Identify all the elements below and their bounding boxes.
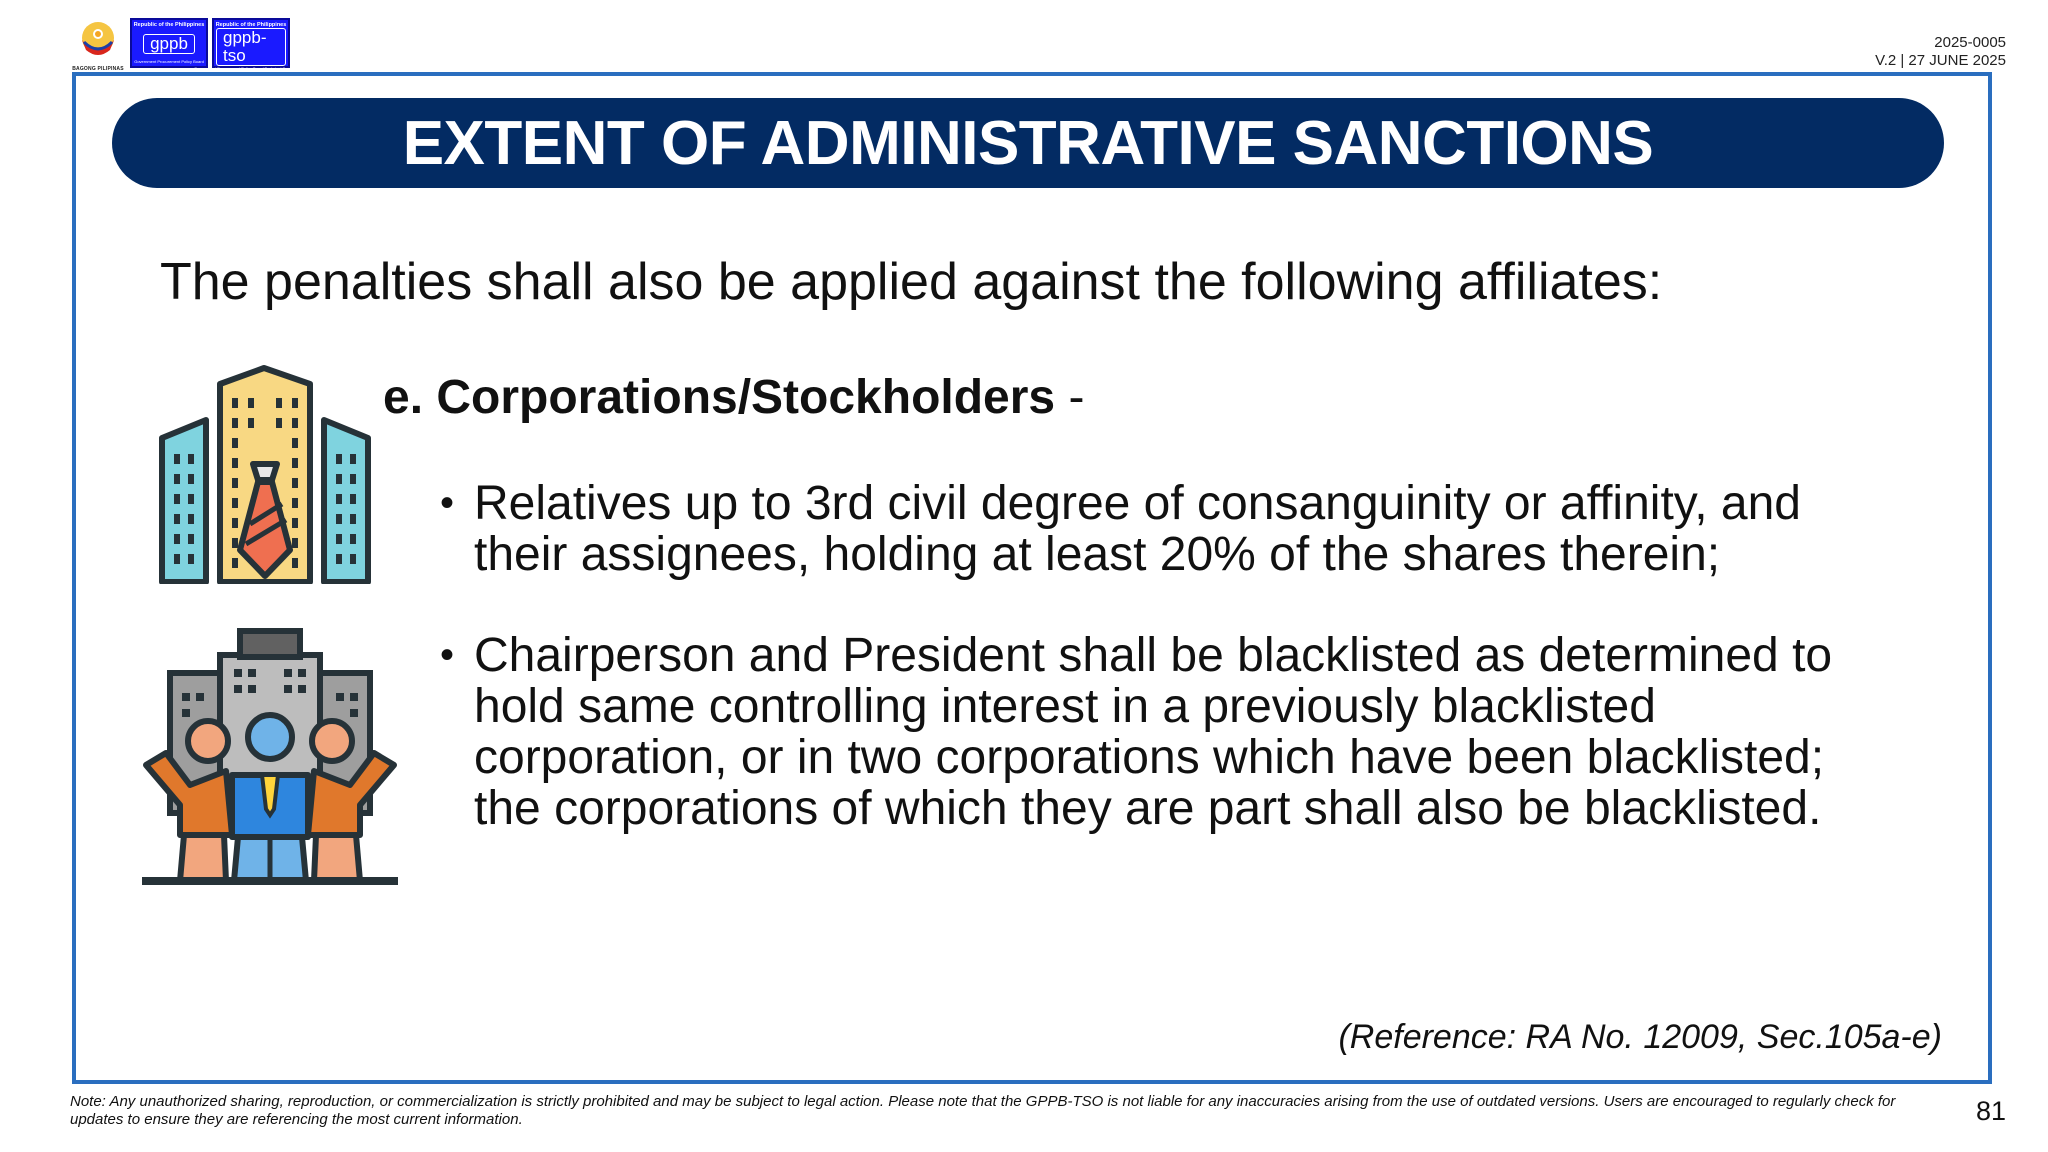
corporate-buildings-tie-icon — [158, 364, 372, 584]
seal-text: BAGONG PILIPINAS — [72, 66, 124, 72]
corporate-team-icon — [140, 625, 400, 889]
gppb-tso-logo-top: Republic of the Philippines — [215, 22, 287, 28]
footer-note: Note: Any unauthorized sharing, reproduction, or commercialization is strictly prohibited and may be subject to legal action. Please note that the GPPB-TSO is not liable for any inaccuracies arising from the use of outdated versions. Users are encouraged to regularly check for updates to ensure they are referencing the most current information. — [70, 1093, 1896, 1128]
gppb-logo — [130, 18, 208, 68]
intro-text: The penalties shall also be applied against the following affiliates: — [160, 253, 1663, 311]
header-logos — [70, 16, 308, 72]
reference-text: (Reference: RA No. 12009, Sec.105a-e) — [1338, 1018, 1942, 1056]
gppb-logo-top: Republic of the Philippines — [133, 22, 205, 28]
gppb-tso-logo-mark: gppb-tso — [216, 28, 286, 66]
version-date: V.2 | 27 JUNE 2025 — [1875, 52, 2006, 69]
gppb-tso-logo-bottom: Government Procurement Policy Board Technical Support Office — [194, 66, 308, 71]
gppb-logo-mark: gppb — [143, 34, 195, 54]
bullet-list — [432, 478, 1902, 884]
list-item: • Relatives up to 3rd civil degree of consanguinity or affinity, and their assignees, holding at least 20% of the shares therein; — [432, 478, 1902, 580]
gppb-tso-logo — [194, 18, 308, 71]
section-heading-bold: e. Corporations/Stockholders — [383, 371, 1056, 424]
title-bar — [112, 98, 1944, 188]
section-heading-suffix: - — [1055, 371, 1085, 424]
page-number: 81 — [1975, 1096, 2006, 1126]
version-block — [1875, 34, 2006, 70]
bagong-pilipinas-seal — [70, 16, 126, 70]
doc-code: 2025-0005 — [1934, 34, 2006, 51]
slide-title: EXTENT OF ADMINISTRATIVE SANCTIONS — [402, 108, 1654, 178]
list-item: • Chairperson and President shall be blacklisted as determined to hold same controlling interest in a previously blacklisted corporation, or in two corporations which have been blacklisted; the corporations of which they are part shall also be blacklisted. — [432, 630, 1902, 834]
section-heading — [383, 370, 1084, 426]
gppb-logo-bottom: Government Procurement Policy Board — [134, 59, 204, 64]
